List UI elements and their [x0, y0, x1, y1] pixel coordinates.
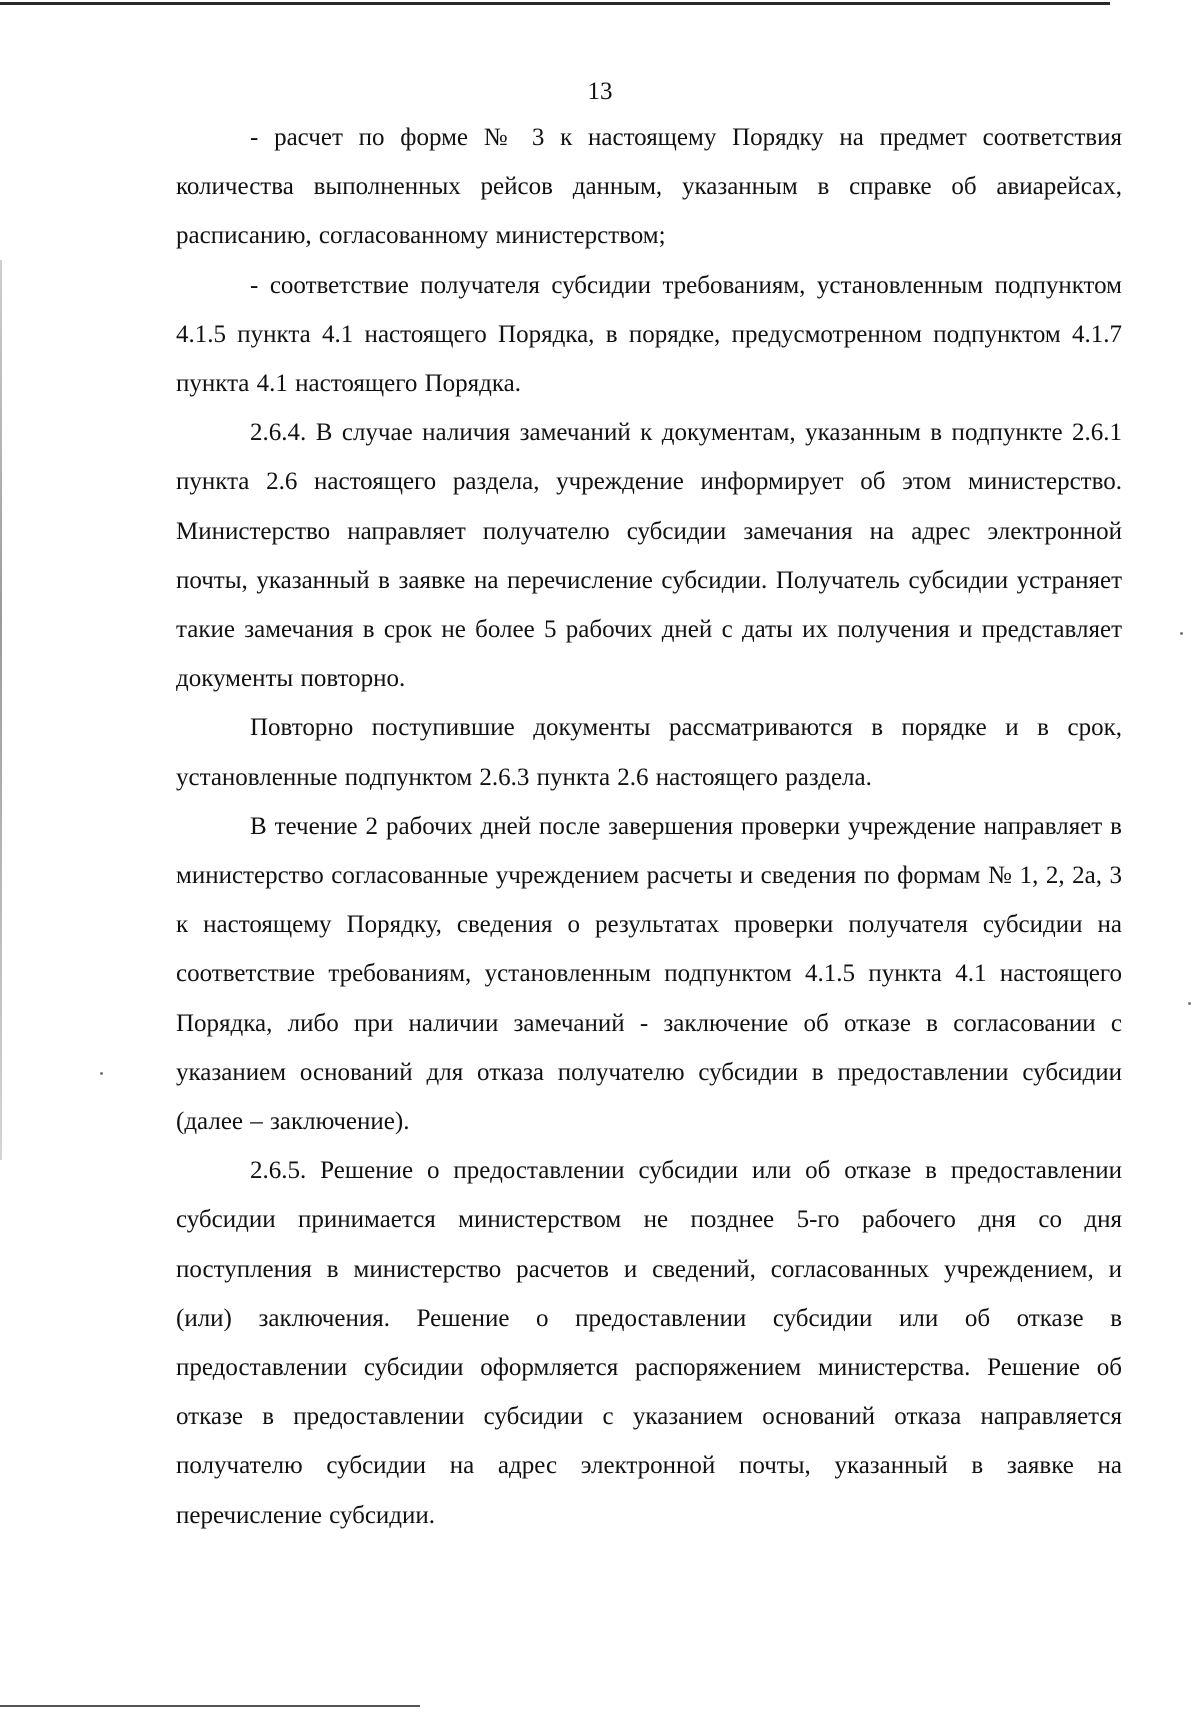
paragraph-resubmitted-documents: Повторно поступившие документы рассматриваются в порядке и в срок, установленные подпунктом 2.6.3 пункта 2.6 настоящего раздела. — [176, 714, 1122, 791]
paragraph-calc-form-3: - расчет по форме № 3 к настоящему Порядку на предмет соответствия количества выполненных рейсов данным, указанным в справке об авиарейсах, расписанию, согласованному министерством; — [176, 124, 1122, 250]
scan-border-top — [0, 2, 1110, 5]
paragraph-within-2-days: В течение 2 рабочих дней после завершения проверки учреждение направляет в министерство согласованные учреждением расчеты и сведения по формам № 1, 2, 2а, 3 к настоящему Порядку, сведения о результатах проверки получателя субсидии на соответствие требованиям, установленным подпунктом 4.1.5 пункта 4.1 настоящего Порядка, либо при наличии замечаний - заключение об отказе в согласовании с указанием оснований для отказа получателю субсидии в предоставлении субсидии (далее – заключение). — [176, 812, 1122, 1136]
document-body — [176, 113, 1122, 1540]
scan-border-left — [0, 260, 2, 1160]
scan-speck — [1180, 632, 1183, 635]
paragraph-recipient-compliance: - соответствие получателя субсидии требованиям, установленным подпунктом 4.1.5 пункта 4.1 настоящего Порядка, в порядке, предусмотренном подпунктом 4.1.7 пункта 4.1 настоящего Порядка. — [176, 271, 1122, 398]
scan-border-bottom — [0, 1705, 420, 1707]
page-number: 13 — [587, 78, 613, 105]
scan-speck — [1188, 1002, 1191, 1005]
paragraph-2-6-4: 2.6.4. В случае наличия замечаний к документам, указанным в подпункте 2.6.1 пункта 2.6 настоящего раздела, учреждение информирует об этом министерство. Министерство направляет получателю субсидии замечания на адрес электронной почты, указанный в заявке на перечисление субсидии. Получатель субсидии устраняет такие замечания в срок не более 5 рабочих дней с даты их получения и представляет документы повторно. — [176, 419, 1122, 693]
scan-speck — [100, 1072, 103, 1075]
paragraph-2-6-5: 2.6.5. Решение о предоставлении субсидии или об отказе в предоставлении субсидии принимается министерством не позднее 5-го рабочего дня со дня поступления в министерство расчетов и сведений, согласованных учреждением, и (или) заключения. Решение о предоставлении субсидии или об отказе в предоставлении субсидии оформляется распоряжением министерства. Решение об отказе в предоставлении субсидии с указанием оснований отказа направляется получателю субсидии на адрес электронной почты, указанный в заявке на перечисление субсидии. — [176, 1157, 1122, 1529]
